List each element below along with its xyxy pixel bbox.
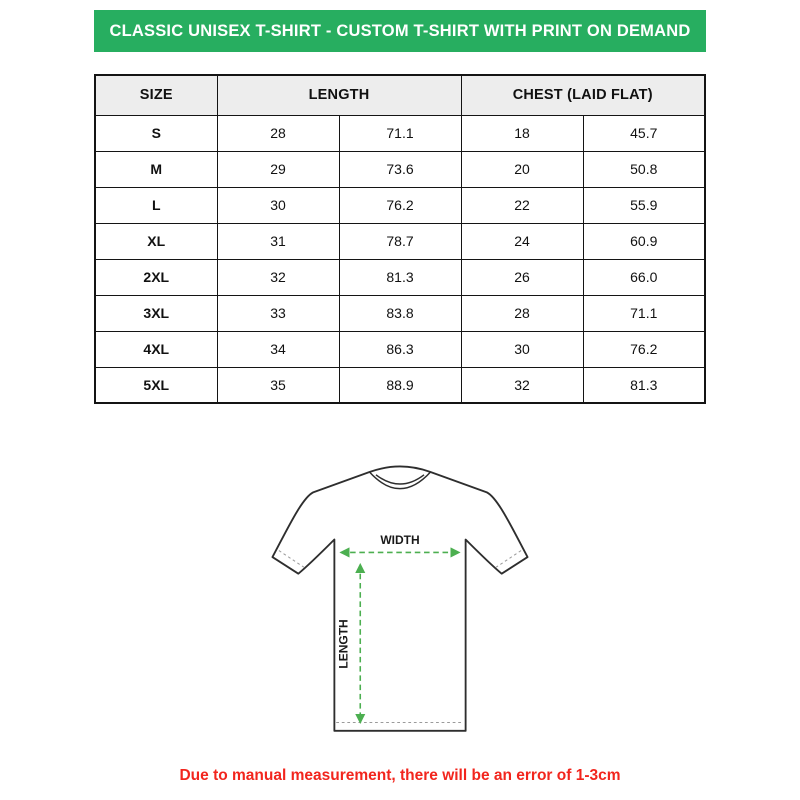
length-cm-cell: 88.9 [339, 367, 461, 403]
chest-cm-cell: 76.2 [583, 331, 705, 367]
chest-in-cell: 32 [461, 367, 583, 403]
table-row [95, 223, 705, 259]
length-in-cell: 35 [217, 367, 339, 403]
col-header-chest: CHEST (LAID FLAT) [461, 75, 705, 115]
size-cell: XL [95, 223, 217, 259]
title-banner [94, 10, 706, 52]
chest-cm-cell: 81.3 [583, 367, 705, 403]
size-cell: M [95, 151, 217, 187]
chest-in-cell: 18 [461, 115, 583, 151]
table-header-row [95, 75, 705, 115]
col-header-size: SIZE [95, 75, 217, 115]
chest-cm-cell: 50.8 [583, 151, 705, 187]
length-cm-cell: 81.3 [339, 259, 461, 295]
col-header-length: LENGTH [217, 75, 461, 115]
length-cm-cell: 73.6 [339, 151, 461, 187]
size-cell: 3XL [95, 295, 217, 331]
size-table [94, 74, 706, 404]
tshirt-diagram-svg [252, 448, 548, 753]
size-cell: 2XL [95, 259, 217, 295]
length-in-cell: 30 [217, 187, 339, 223]
chest-in-cell: 26 [461, 259, 583, 295]
tshirt-outline-icon [272, 466, 527, 730]
length-cm-cell: 83.8 [339, 295, 461, 331]
length-in-cell: 28 [217, 115, 339, 151]
size-cell: 5XL [95, 367, 217, 403]
length-in-cell: 32 [217, 259, 339, 295]
chest-cm-cell: 55.9 [583, 187, 705, 223]
table-row [95, 115, 705, 151]
width-label: WIDTH [380, 533, 420, 548]
table-row [95, 295, 705, 331]
table-row [95, 151, 705, 187]
length-cm-cell: 78.7 [339, 223, 461, 259]
table-row [95, 187, 705, 223]
length-in-cell: 29 [217, 151, 339, 187]
table-row [95, 367, 705, 403]
chest-in-cell: 28 [461, 295, 583, 331]
table-row [95, 259, 705, 295]
length-cm-cell: 76.2 [339, 187, 461, 223]
length-label: LENGTH [336, 619, 351, 669]
length-cm-cell: 71.1 [339, 115, 461, 151]
chest-cm-cell: 66.0 [583, 259, 705, 295]
measurement-error-note: Due to manual measurement, there will be an error of 1-3cm [179, 767, 621, 784]
chest-in-cell: 30 [461, 331, 583, 367]
length-in-cell: 33 [217, 295, 339, 331]
chest-in-cell: 20 [461, 151, 583, 187]
length-in-cell: 34 [217, 331, 339, 367]
page-title: CLASSIC UNISEX T-SHIRT - CUSTOM T-SHIRT WITH PRINT ON DEMAND [109, 21, 691, 40]
size-cell: 4XL [95, 331, 217, 367]
table-row [95, 331, 705, 367]
size-cell: L [95, 187, 217, 223]
size-cell: S [95, 115, 217, 151]
chest-cm-cell: 71.1 [583, 295, 705, 331]
chest-in-cell: 22 [461, 187, 583, 223]
length-cm-cell: 86.3 [339, 331, 461, 367]
chest-cm-cell: 60.9 [583, 223, 705, 259]
chest-cm-cell: 45.7 [583, 115, 705, 151]
measurement-diagram [252, 448, 548, 753]
length-in-cell: 31 [217, 223, 339, 259]
chest-in-cell: 24 [461, 223, 583, 259]
